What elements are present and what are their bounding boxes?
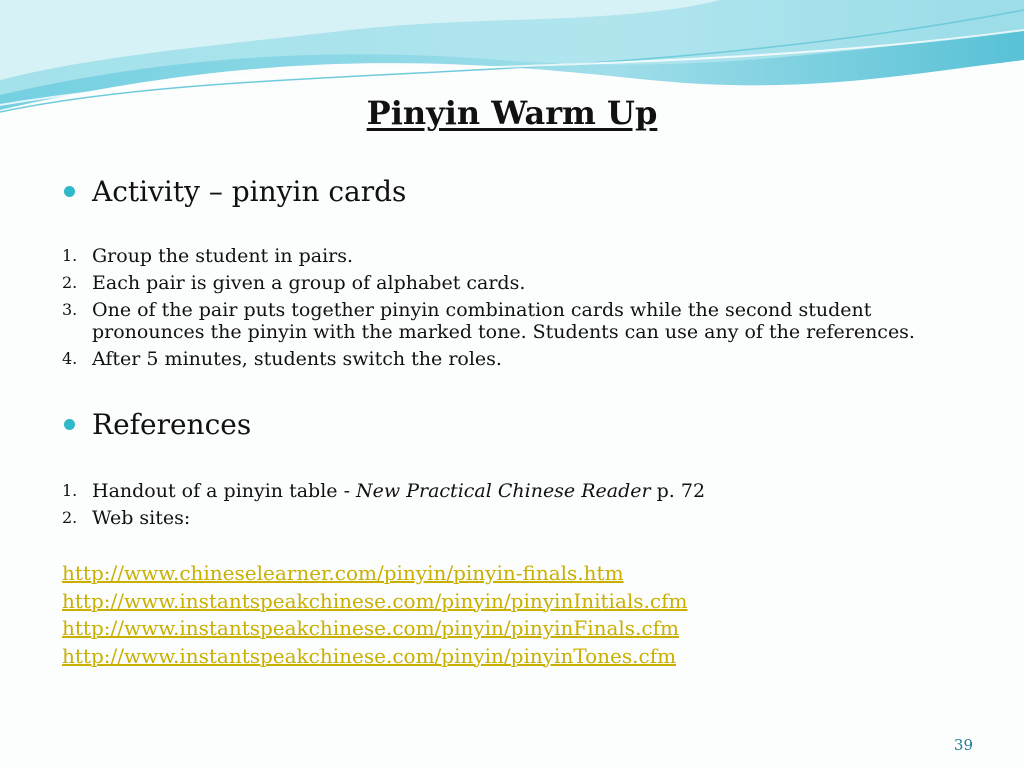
activity-heading (64, 175, 406, 208)
list-item: 4. After 5 minutes, students switch the roles. (62, 348, 502, 370)
list-item: 1. Handout of a pinyin table - New Practical Chinese Reader p. 72 (62, 480, 706, 502)
list-item: 2. Web sites: (62, 507, 191, 529)
slide-title: Pinyin Warm Up (366, 94, 658, 132)
list-item: 2. Each pair is given a group of alphabet cards. (62, 272, 526, 294)
link-pinyin-finals-chineselearner[interactable]: http://www.chineselearner.com/pinyin/pinyin-finals.htm (62, 561, 624, 585)
bullet-dot-icon (64, 419, 75, 430)
page-number: 39 (953, 736, 973, 754)
list-item: 3. One of the pair puts together pinyin combination cards while the second student pronounces the pinyin with the marked tone. Students can use any of the references. (62, 299, 915, 343)
book-title: New Practical Chinese Reader (356, 480, 651, 502)
link-pinyin-finals[interactable]: http://www.instantspeakchinese.com/pinyin/pinyinFinals.cfm (62, 616, 679, 640)
references-list (62, 480, 962, 534)
activity-steps-list (62, 245, 962, 375)
list-item: 1. Group the student in pairs. (62, 245, 354, 267)
bullet-dot-icon (64, 186, 75, 197)
reference-links (62, 560, 687, 670)
references-heading (64, 408, 251, 441)
references-heading-text: References (92, 408, 252, 441)
activity-heading-text: Activity – pinyin cards (92, 175, 407, 208)
link-pinyin-initials[interactable]: http://www.instantspeakchinese.com/pinyin/pinyinInitials.cfm (62, 588, 688, 613)
link-pinyin-tones[interactable]: http://www.instantspeakchinese.com/pinyin/pinyinTones.cfm (62, 643, 677, 668)
